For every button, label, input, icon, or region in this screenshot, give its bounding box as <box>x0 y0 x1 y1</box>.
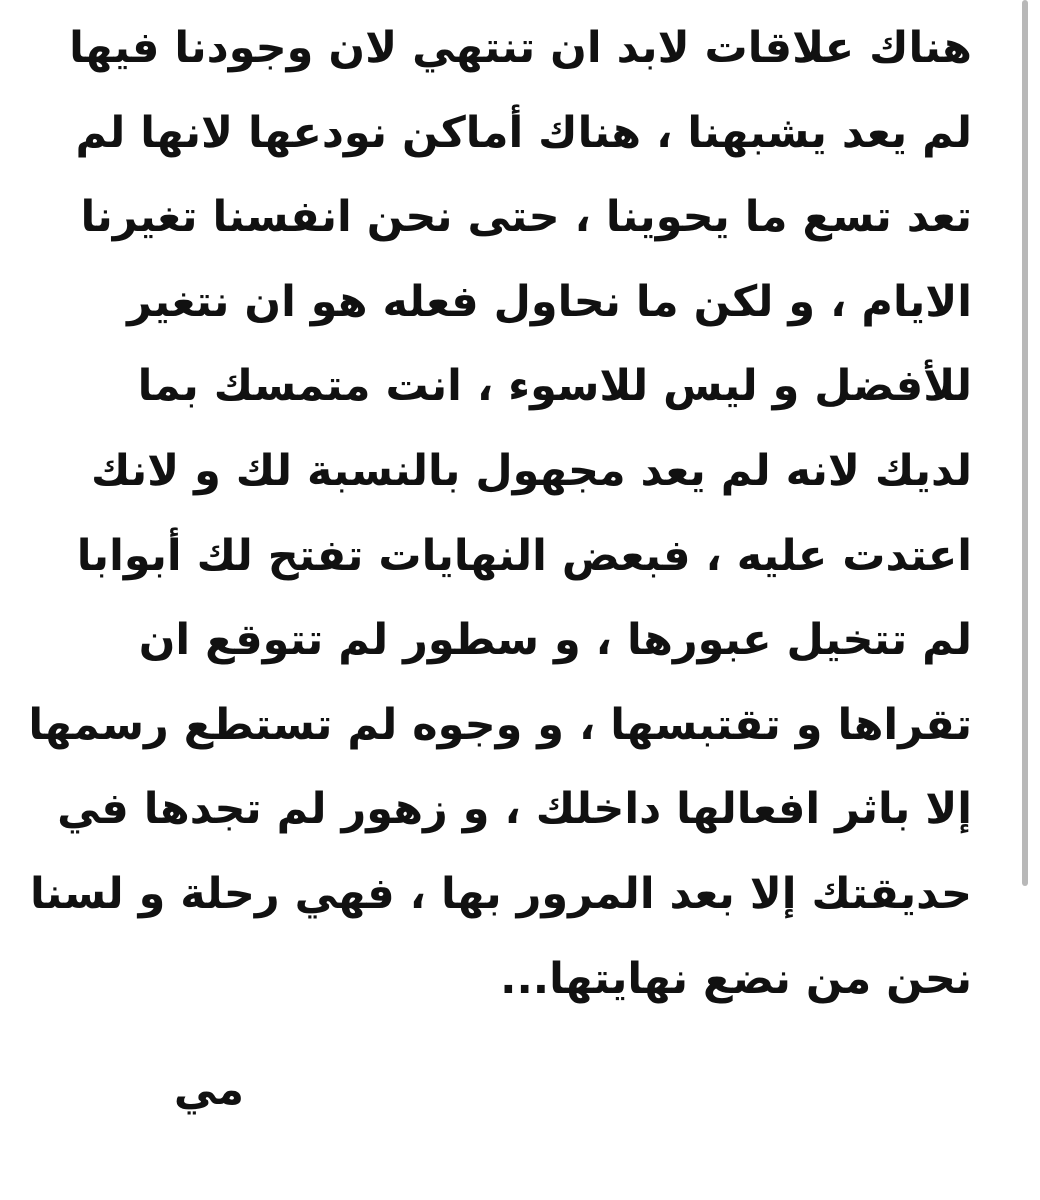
note-line: لديك لانه لم يعد مجهول بالنسبة لك و لانك <box>90 445 972 496</box>
note-line: تقراها و تقتبسها ، و وجوه لم تستطع رسمها <box>28 699 972 750</box>
note-body <box>28 6 972 1021</box>
note-line: للأفضل و ليس للاسوء ، انت متمسك بما <box>137 361 972 412</box>
note-line: الايام ، و لكن ما نحاول فعله هو ان نتغير <box>127 276 972 327</box>
note-line: اعتدت عليه ، فبعض النهايات تفتح لك أبوابا <box>76 530 972 581</box>
note-line: لم تتخيل عبورها ، و سطور لم تتوقع ان <box>138 615 972 666</box>
note-line: حديقتك إلا بعد المرور بها ، فهي رحلة و لسنا <box>30 868 972 919</box>
note-line: تعد تسع ما يحوينا ، حتى نحن انفسنا تغيرنا <box>80 192 972 243</box>
signature: مي <box>173 1065 244 1115</box>
note-line: لم يعد يشبهنا ، هناك أماكن نودعها لانها لم <box>75 107 972 158</box>
note-line: نحن من نضع نهايتها... <box>500 953 972 1004</box>
note-line: إلا باثر افعالها داخلك ، و زهور لم تجدها في <box>57 784 972 835</box>
vertical-scrollbar[interactable] <box>1022 0 1028 886</box>
note-line: هناك علاقات لابد ان تنتهي لان وجودنا فيها <box>69 23 972 73</box>
